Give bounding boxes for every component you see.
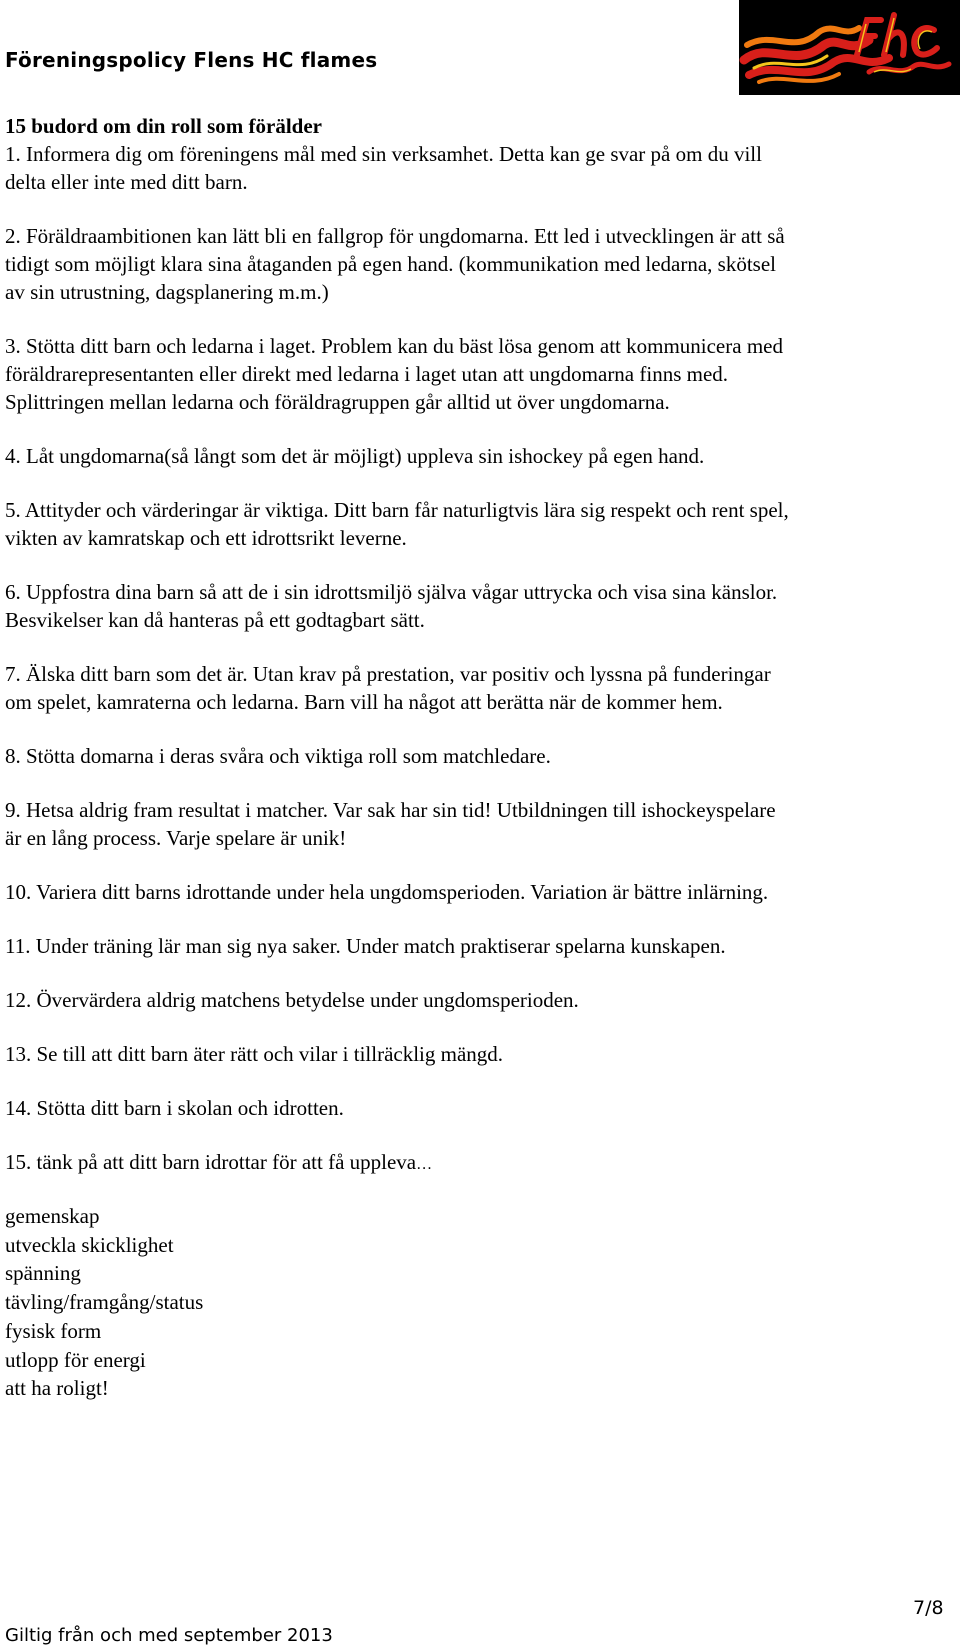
footer-validity: Giltig från och med september 2013: [5, 1625, 333, 1646]
rule-13-line-1: 13. Se till att ditt barn äter rätt och vilar i tillräcklig mängd.: [5, 1042, 504, 1066]
rule-9-line-2: är en lång process. Varje spelare är unik!: [5, 826, 347, 850]
rule-15-text: 15. tänk på att ditt barn idrottar för att få uppleva: [5, 1150, 417, 1174]
document-header-title: Föreningspolicy Flens HC flames: [5, 48, 378, 72]
rule-3-line-2: föräldrarepresentanten eller direkt med ledarna i laget utan att ungdomarna finns med.: [5, 362, 729, 386]
rule-6-line-1: 6. Uppfostra dina barn så att de i sin idrottsmiljö själva vågar uttrycka och visa sina känslor.: [5, 580, 778, 604]
page-number: 7/8: [913, 1597, 944, 1619]
rule-7-line-2: om spelet, kamraterna och ledarna. Barn vill ha något att berätta när de kommer hem.: [5, 690, 723, 714]
rule-3-line-3: Splittringen mellan ledarna och föräldragruppen går alltid ut över ungdomarna.: [5, 390, 670, 414]
rule-15-ellipsis: …: [416, 1156, 433, 1173]
rule-2-line-3: av sin utrustning, dagsplanering m.m.): [5, 280, 329, 304]
section-heading: 15 budord om din roll som förälder: [5, 114, 322, 138]
fhc-flames-logo: [739, 0, 960, 95]
rule-5-line-1: 5. Attityder och värderingar är viktiga. Ditt barn får naturligtvis lära sig respekt och rent spel,: [5, 498, 789, 522]
rule-6-line-2: Besvikelser kan då hanteras på ett godtagbart sätt.: [5, 608, 425, 632]
rule-2-line-2: tidigt som möjligt klara sina åtaganden på egen hand. (kommunikation med ledarna, skötsel: [5, 252, 776, 276]
experience-item: att ha roligt!: [5, 1376, 109, 1401]
experience-item: fysisk form: [5, 1318, 102, 1343]
rule-11-line-1: 11. Under träning lär man sig nya saker. Under match praktiserar spelarna kunskapen.: [5, 934, 726, 958]
rule-12-line-1: 12. Övervärdera aldrig matchens betydelse under ungdomsperioden.: [5, 988, 579, 1012]
experience-item: spänning: [5, 1261, 81, 1286]
rule-9-line-1: 9. Hetsa aldrig fram resultat i matcher. Var sak har sin tid! Utbildningen till ishockeyspelare: [5, 798, 776, 822]
rule-3-line-1: 3. Stötta ditt barn och ledarna i laget. Problem kan du bäst lösa genom att kommunicera med: [5, 334, 783, 358]
rule-4-line-1: 4. Låt ungdomarna(så långt som det är möjligt) uppleva sin ishockey på egen hand.: [5, 444, 705, 468]
rule-10-line-1: 10. Variera ditt barns idrottande under hela ungdomsperioden. Variation är bättre inlärning.: [5, 880, 769, 904]
rule-1-line-1: 1. Informera dig om föreningens mål med sin verksamhet. Detta kan ge svar på om du vill: [5, 142, 762, 166]
rule-8-line-1: 8. Stötta domarna i deras svåra och viktiga roll som matchledare.: [5, 744, 551, 768]
rule-15-line-1: [5, 1148, 432, 1180]
rule-2-line-1: 2. Föräldraambitionen kan lätt bli en fallgrop för ungdomarna. Ett led i utvecklingen är att så: [5, 224, 785, 248]
rule-1-line-2: delta eller inte med ditt barn.: [5, 170, 248, 194]
experience-item: utveckla skicklighet: [5, 1232, 174, 1257]
flames-logo-graphic: [739, 0, 960, 95]
rule-7-line-1: 7. Älska ditt barn som det är. Utan krav på prestation, var positiv och lyssna på funderingar: [5, 662, 771, 686]
experience-item: utlopp för energi: [5, 1347, 146, 1372]
rule-5-line-2: vikten av kamratskap och ett idrottsrikt leverne.: [5, 526, 407, 550]
experience-item: gemenskap: [5, 1204, 100, 1228]
rule-14-line-1: 14. Stötta ditt barn i skolan och idrotten.: [5, 1096, 344, 1120]
experience-item: tävling/framgång/status: [5, 1290, 204, 1315]
